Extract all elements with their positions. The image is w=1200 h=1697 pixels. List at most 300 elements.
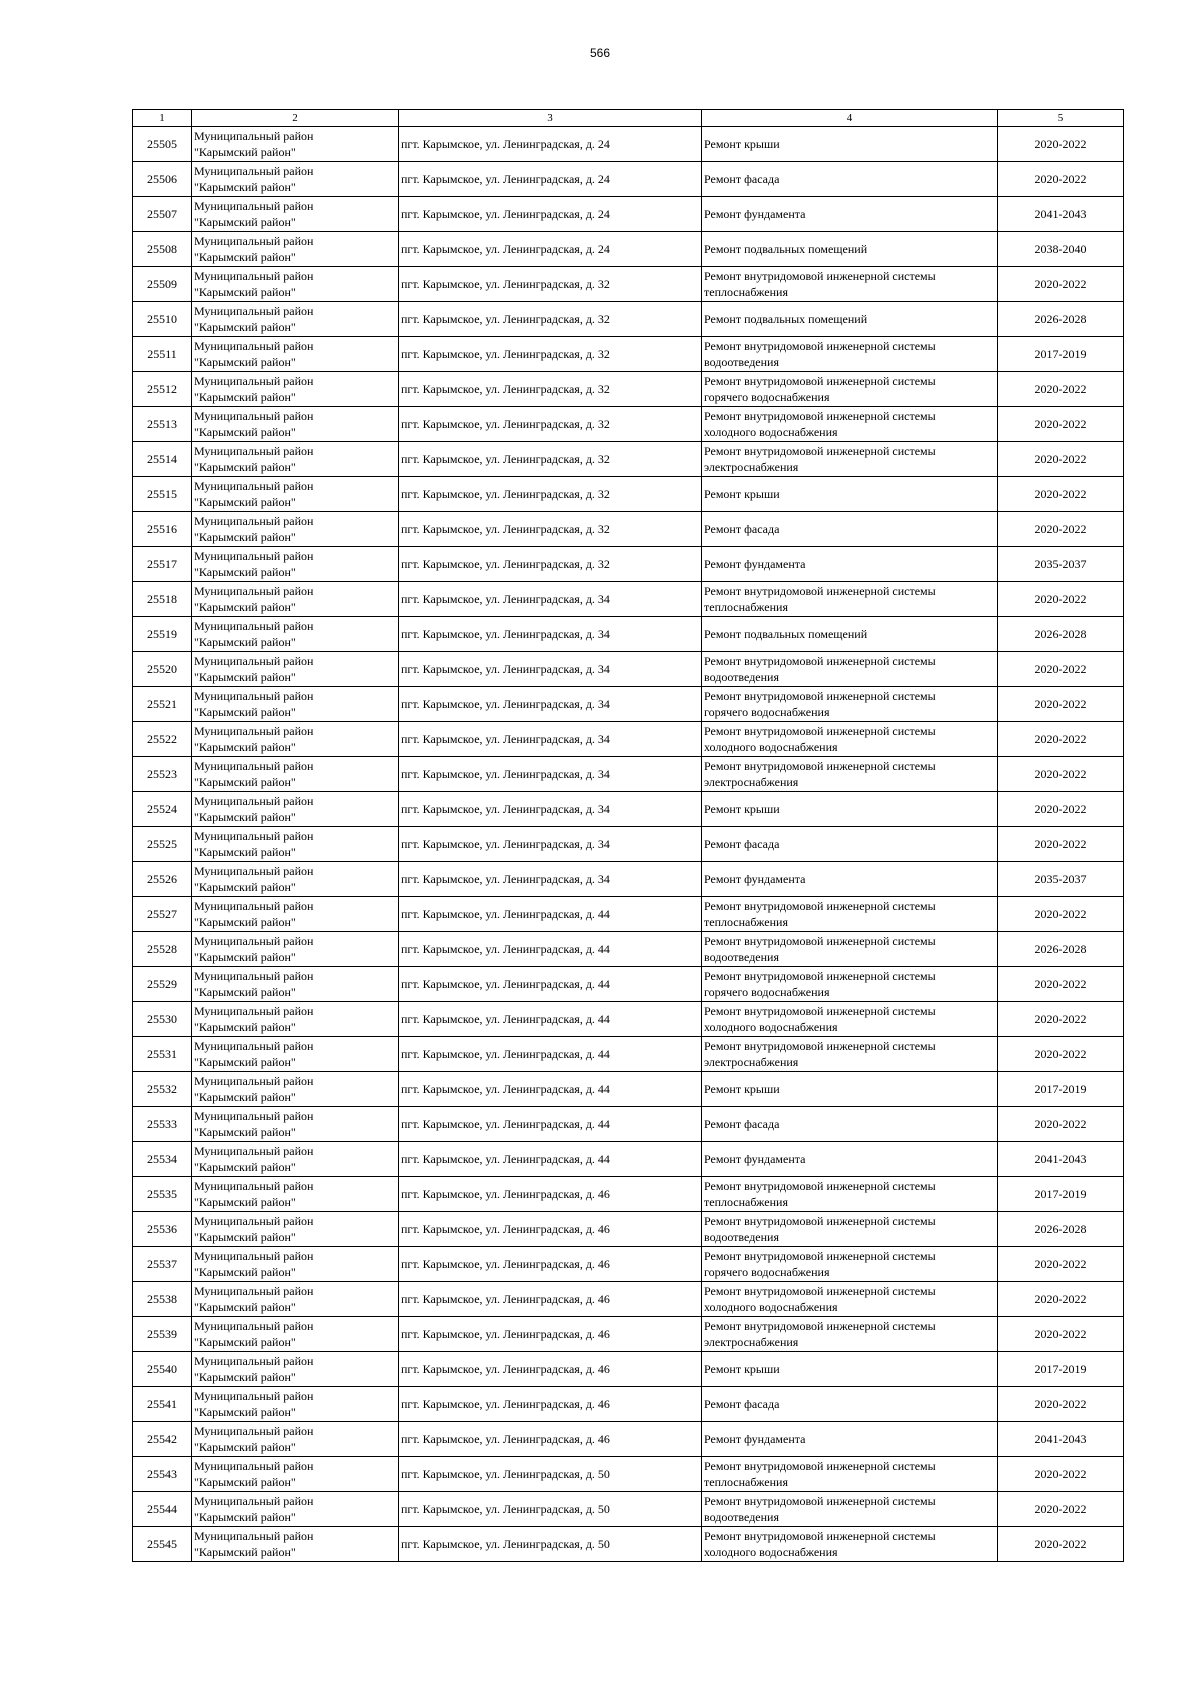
row-number-cell xyxy=(133,687,192,722)
row-number-text: 25516 xyxy=(147,522,177,536)
table-row xyxy=(133,1492,1124,1527)
table-row xyxy=(133,197,1124,232)
municipality-cell xyxy=(192,372,399,407)
row-number-cell xyxy=(133,512,192,547)
address-cell xyxy=(399,1072,702,1107)
row-number-text: 25523 xyxy=(147,767,177,781)
municipality-cell xyxy=(192,407,399,442)
period-cell xyxy=(998,1177,1124,1212)
municipality-text: Муниципальный район "Карымский район" xyxy=(194,1529,314,1559)
period-text: 2026-2028 xyxy=(1034,312,1087,326)
address-text: пгт. Карымское, ул. Ленинградская, д. 24 xyxy=(401,207,610,221)
address-text: пгт. Карымское, ул. Ленинградская, д. 32 xyxy=(401,452,610,466)
period-cell xyxy=(998,1107,1124,1142)
municipality-text: Муниципальный район "Карымский район" xyxy=(194,934,314,964)
work-type-cell xyxy=(702,477,998,512)
row-number-text: 25515 xyxy=(147,487,177,501)
work-type-text: Ремонт крыши xyxy=(704,1082,780,1096)
period-cell xyxy=(998,442,1124,477)
table-row xyxy=(133,302,1124,337)
municipality-cell xyxy=(192,582,399,617)
period-text: 2020-2022 xyxy=(1034,1257,1087,1271)
row-number-cell xyxy=(133,1002,192,1037)
municipality-text: Муниципальный район "Карымский район" xyxy=(194,129,314,159)
table-row xyxy=(133,162,1124,197)
municipality-text: Муниципальный район "Карымский район" xyxy=(194,1459,314,1489)
address-cell xyxy=(399,1317,702,1352)
period-text: 2020-2022 xyxy=(1034,1502,1087,1516)
address-cell xyxy=(399,302,702,337)
row-number-cell xyxy=(133,302,192,337)
municipality-text: Муниципальный район "Карымский район" xyxy=(194,479,314,509)
table-row xyxy=(133,722,1124,757)
address-text: пгт. Карымское, ул. Ленинградская, д. 46 xyxy=(401,1292,610,1306)
work-type-text: Ремонт внутридомовой инженерной системы водоотведения xyxy=(704,1214,936,1244)
municipality-text: Муниципальный район "Карымский район" xyxy=(194,724,314,754)
period-text: 2020-2022 xyxy=(1034,1467,1087,1481)
row-number-cell xyxy=(133,267,192,302)
period-text: 2020-2022 xyxy=(1034,487,1087,501)
work-type-cell xyxy=(702,897,998,932)
period-cell xyxy=(998,512,1124,547)
municipality-cell xyxy=(192,267,399,302)
row-number-text: 25530 xyxy=(147,1012,177,1026)
table-row xyxy=(133,897,1124,932)
work-type-text: Ремонт внутридомовой инженерной системы электроснабжения xyxy=(704,759,936,789)
municipality-text: Муниципальный район "Карымский район" xyxy=(194,444,314,474)
table-row xyxy=(133,512,1124,547)
address-text: пгт. Карымское, ул. Ленинградская, д. 46 xyxy=(401,1362,610,1376)
work-type-cell xyxy=(702,162,998,197)
table-row xyxy=(133,1072,1124,1107)
row-number-cell xyxy=(133,477,192,512)
address-cell xyxy=(399,827,702,862)
period-text: 2020-2022 xyxy=(1034,452,1087,466)
work-type-cell xyxy=(702,1282,998,1317)
work-type-text: Ремонт внутридомовой инженерной системы электроснабжения xyxy=(704,1039,936,1069)
work-type-cell xyxy=(702,127,998,162)
address-cell xyxy=(399,582,702,617)
work-type-cell xyxy=(702,1037,998,1072)
table-row xyxy=(133,1352,1124,1387)
period-cell xyxy=(998,162,1124,197)
period-cell xyxy=(998,932,1124,967)
row-number-text: 25507 xyxy=(147,207,177,221)
work-type-text: Ремонт внутридомовой инженерной системы горячего водоснабжения xyxy=(704,689,936,719)
municipality-cell xyxy=(192,652,399,687)
address-cell xyxy=(399,337,702,372)
municipality-text: Муниципальный район "Карымский район" xyxy=(194,1284,314,1314)
period-text: 2020-2022 xyxy=(1034,592,1087,606)
address-text: пгт. Карымское, ул. Ленинградская, д. 34 xyxy=(401,802,610,816)
municipality-cell xyxy=(192,127,399,162)
header-cell-col2: 2 xyxy=(192,110,399,127)
address-text: пгт. Карымское, ул. Ленинградская, д. 32 xyxy=(401,487,610,501)
row-number-cell xyxy=(133,232,192,267)
period-text: 2020-2022 xyxy=(1034,1327,1087,1341)
address-text: пгт. Карымское, ул. Ленинградская, д. 44 xyxy=(401,942,610,956)
address-cell xyxy=(399,652,702,687)
work-type-text: Ремонт внутридомовой инженерной системы холодного водоснабжения xyxy=(704,1004,936,1034)
address-text: пгт. Карымское, ул. Ленинградская, д. 34 xyxy=(401,627,610,641)
header-cell-col5: 5 xyxy=(998,110,1124,127)
row-number-cell xyxy=(133,1422,192,1457)
municipality-cell xyxy=(192,1352,399,1387)
period-text: 2035-2037 xyxy=(1034,872,1087,886)
work-type-cell xyxy=(702,582,998,617)
row-number-cell xyxy=(133,407,192,442)
row-number-text: 25532 xyxy=(147,1082,177,1096)
municipality-text: Муниципальный район "Карымский район" xyxy=(194,164,314,194)
row-number-text: 25544 xyxy=(147,1502,177,1516)
address-text: пгт. Карымское, ул. Ленинградская, д. 24 xyxy=(401,137,610,151)
municipality-cell xyxy=(192,967,399,1002)
work-type-cell xyxy=(702,1177,998,1212)
address-cell xyxy=(399,862,702,897)
address-cell xyxy=(399,792,702,827)
period-text: 2017-2019 xyxy=(1034,347,1087,361)
address-cell xyxy=(399,162,702,197)
work-type-cell xyxy=(702,197,998,232)
work-type-text: Ремонт фундамента xyxy=(704,1432,806,1446)
period-text: 2038-2040 xyxy=(1034,242,1087,256)
work-type-cell xyxy=(702,1317,998,1352)
period-cell xyxy=(998,722,1124,757)
municipality-text: Муниципальный район "Карымский район" xyxy=(194,1424,314,1454)
row-number-cell xyxy=(133,1072,192,1107)
municipality-cell xyxy=(192,1317,399,1352)
row-number-cell xyxy=(133,722,192,757)
address-text: пгт. Карымское, ул. Ленинградская, д. 44 xyxy=(401,1117,610,1131)
work-type-text: Ремонт фасада xyxy=(704,1117,780,1131)
work-type-cell xyxy=(702,1352,998,1387)
period-text: 2020-2022 xyxy=(1034,382,1087,396)
row-number-text: 25524 xyxy=(147,802,177,816)
period-cell xyxy=(998,1002,1124,1037)
address-text: пгт. Карымское, ул. Ленинградская, д. 46 xyxy=(401,1222,610,1236)
work-type-cell xyxy=(702,512,998,547)
municipality-cell xyxy=(192,442,399,477)
period-cell xyxy=(998,372,1124,407)
period-cell xyxy=(998,267,1124,302)
municipality-cell xyxy=(192,722,399,757)
address-cell xyxy=(399,1527,702,1562)
municipality-cell xyxy=(192,1142,399,1177)
municipality-text: Муниципальный район "Карымский район" xyxy=(194,269,314,299)
period-cell xyxy=(998,582,1124,617)
work-type-text: Ремонт фасада xyxy=(704,172,780,186)
period-text: 2020-2022 xyxy=(1034,1292,1087,1306)
municipality-text: Муниципальный район "Карымский район" xyxy=(194,1144,314,1174)
municipality-text: Муниципальный район "Карымский район" xyxy=(194,899,314,929)
work-type-cell xyxy=(702,407,998,442)
work-type-text: Ремонт крыши xyxy=(704,137,780,151)
period-text: 2020-2022 xyxy=(1034,907,1087,921)
row-number-text: 25531 xyxy=(147,1047,177,1061)
municipality-text: Муниципальный район "Карымский район" xyxy=(194,829,314,859)
work-type-text: Ремонт внутридомовой инженерной системы теплоснабжения xyxy=(704,269,936,299)
work-type-text: Ремонт внутридомовой инженерной системы холодного водоснабжения xyxy=(704,409,936,439)
address-text: пгт. Карымское, ул. Ленинградская, д. 32 xyxy=(401,417,610,431)
row-number-text: 25506 xyxy=(147,172,177,186)
address-cell xyxy=(399,1107,702,1142)
address-text: пгт. Карымское, ул. Ленинградская, д. 34 xyxy=(401,872,610,886)
address-text: пгт. Карымское, ул. Ленинградская, д. 32 xyxy=(401,382,610,396)
header-cell-col3: 3 xyxy=(399,110,702,127)
period-cell xyxy=(998,862,1124,897)
work-type-cell xyxy=(702,1107,998,1142)
municipality-cell xyxy=(192,1037,399,1072)
work-type-text: Ремонт подвальных помещений xyxy=(704,312,868,326)
work-type-text: Ремонт внутридомовой инженерной системы теплоснабжения xyxy=(704,1459,936,1489)
table-row xyxy=(133,1527,1124,1562)
table-row xyxy=(133,932,1124,967)
row-number-cell xyxy=(133,932,192,967)
period-cell xyxy=(998,1422,1124,1457)
period-cell xyxy=(998,407,1124,442)
period-cell xyxy=(998,547,1124,582)
row-number-cell xyxy=(133,652,192,687)
repair-schedule-table xyxy=(132,109,1124,1562)
work-type-cell xyxy=(702,792,998,827)
address-text: пгт. Карымское, ул. Ленинградская, д. 32 xyxy=(401,522,610,536)
address-cell xyxy=(399,442,702,477)
municipality-cell xyxy=(192,302,399,337)
table-header-row xyxy=(133,110,1124,127)
table-row xyxy=(133,267,1124,302)
table-body xyxy=(133,110,1124,1562)
table-row xyxy=(133,1177,1124,1212)
address-text: пгт. Карымское, ул. Ленинградская, д. 44 xyxy=(401,1012,610,1026)
table-row xyxy=(133,127,1124,162)
row-number-cell xyxy=(133,757,192,792)
table-row xyxy=(133,582,1124,617)
period-cell xyxy=(998,1387,1124,1422)
address-text: пгт. Карымское, ул. Ленинградская, д. 24 xyxy=(401,242,610,256)
work-type-cell xyxy=(702,827,998,862)
row-number-cell xyxy=(133,1317,192,1352)
row-number-cell xyxy=(133,1107,192,1142)
work-type-text: Ремонт внутридомовой инженерной системы электроснабжения xyxy=(704,1319,936,1349)
period-cell xyxy=(998,757,1124,792)
row-number-text: 25513 xyxy=(147,417,177,431)
municipality-cell xyxy=(192,1527,399,1562)
row-number-text: 25512 xyxy=(147,382,177,396)
address-text: пгт. Карымское, ул. Ленинградская, д. 50 xyxy=(401,1502,610,1516)
period-cell xyxy=(998,897,1124,932)
municipality-cell xyxy=(192,512,399,547)
address-cell xyxy=(399,1177,702,1212)
address-cell xyxy=(399,757,702,792)
period-cell xyxy=(998,302,1124,337)
table-row xyxy=(133,1317,1124,1352)
municipality-cell xyxy=(192,1282,399,1317)
address-cell xyxy=(399,267,702,302)
work-type-cell xyxy=(702,442,998,477)
table-row xyxy=(133,967,1124,1002)
period-cell xyxy=(998,197,1124,232)
row-number-cell xyxy=(133,442,192,477)
work-type-cell xyxy=(702,267,998,302)
period-text: 2041-2043 xyxy=(1034,1432,1087,1446)
municipality-cell xyxy=(192,477,399,512)
work-type-text: Ремонт фундамента xyxy=(704,872,806,886)
municipality-cell xyxy=(192,1177,399,1212)
work-type-cell xyxy=(702,967,998,1002)
period-text: 2020-2022 xyxy=(1034,662,1087,676)
row-number-text: 25537 xyxy=(147,1257,177,1271)
row-number-text: 25509 xyxy=(147,277,177,291)
table-row xyxy=(133,862,1124,897)
page-number: 566 xyxy=(589,46,611,60)
address-cell xyxy=(399,1247,702,1282)
row-number-text: 25533 xyxy=(147,1117,177,1131)
table-row xyxy=(133,617,1124,652)
municipality-text: Муниципальный район "Карымский район" xyxy=(194,1354,314,1384)
work-type-text: Ремонт фундамента xyxy=(704,1152,806,1166)
municipality-cell xyxy=(192,1072,399,1107)
period-cell xyxy=(998,1457,1124,1492)
work-type-text: Ремонт фасада xyxy=(704,837,780,851)
period-text: 2017-2019 xyxy=(1034,1362,1087,1376)
period-cell xyxy=(998,1492,1124,1527)
row-number-cell xyxy=(133,582,192,617)
row-number-text: 25527 xyxy=(147,907,177,921)
table-row xyxy=(133,1002,1124,1037)
period-text: 2017-2019 xyxy=(1034,1082,1087,1096)
municipality-text: Муниципальный район "Карымский район" xyxy=(194,1179,314,1209)
table-row xyxy=(133,372,1124,407)
period-text: 2020-2022 xyxy=(1034,1537,1087,1551)
period-cell xyxy=(998,232,1124,267)
address-cell xyxy=(399,1037,702,1072)
period-text: 2020-2022 xyxy=(1034,977,1087,991)
address-text: пгт. Карымское, ул. Ленинградская, д. 46 xyxy=(401,1397,610,1411)
period-cell xyxy=(998,967,1124,1002)
work-type-text: Ремонт внутридомовой инженерной системы теплоснабжения xyxy=(704,899,936,929)
municipality-cell xyxy=(192,197,399,232)
address-text: пгт. Карымское, ул. Ленинградская, д. 34 xyxy=(401,697,610,711)
municipality-cell xyxy=(192,232,399,267)
row-number-cell xyxy=(133,827,192,862)
period-cell xyxy=(998,1352,1124,1387)
work-type-text: Ремонт внутридомовой инженерной системы холодного водоснабжения xyxy=(704,1284,936,1314)
header-cell-col4: 4 xyxy=(702,110,998,127)
row-number-cell xyxy=(133,1247,192,1282)
table-row xyxy=(133,442,1124,477)
address-cell xyxy=(399,1492,702,1527)
address-cell xyxy=(399,1282,702,1317)
work-type-cell xyxy=(702,337,998,372)
work-type-text: Ремонт внутридомовой инженерной системы водоотведения xyxy=(704,654,936,684)
period-cell xyxy=(998,1072,1124,1107)
address-cell xyxy=(399,512,702,547)
municipality-text: Муниципальный район "Карымский район" xyxy=(194,654,314,684)
table-row xyxy=(133,652,1124,687)
row-number-text: 25505 xyxy=(147,137,177,151)
municipality-cell xyxy=(192,1422,399,1457)
row-number-text: 25535 xyxy=(147,1187,177,1201)
municipality-text: Муниципальный район "Карымский район" xyxy=(194,1249,314,1279)
table-row xyxy=(133,547,1124,582)
table-row xyxy=(133,687,1124,722)
municipality-text: Муниципальный район "Карымский район" xyxy=(194,1039,314,1069)
work-type-text: Ремонт фундамента xyxy=(704,207,806,221)
table-row xyxy=(133,1422,1124,1457)
row-number-text: 25525 xyxy=(147,837,177,851)
work-type-text: Ремонт внутридомовой инженерной системы теплоснабжения xyxy=(704,1179,936,1209)
row-number-cell xyxy=(133,1212,192,1247)
work-type-cell xyxy=(702,1142,998,1177)
period-cell xyxy=(998,617,1124,652)
municipality-text: Муниципальный район "Карымский район" xyxy=(194,1494,314,1524)
row-number-text: 25528 xyxy=(147,942,177,956)
row-number-cell xyxy=(133,127,192,162)
period-cell xyxy=(998,1037,1124,1072)
row-number-text: 25536 xyxy=(147,1222,177,1236)
row-number-cell xyxy=(133,197,192,232)
period-text: 2041-2043 xyxy=(1034,1152,1087,1166)
row-number-text: 25542 xyxy=(147,1432,177,1446)
address-cell xyxy=(399,477,702,512)
period-text: 2020-2022 xyxy=(1034,767,1087,781)
address-cell xyxy=(399,617,702,652)
work-type-text: Ремонт внутридомовой инженерной системы электроснабжения xyxy=(704,444,936,474)
address-text: пгт. Карымское, ул. Ленинградская, д. 46 xyxy=(401,1187,610,1201)
table-row xyxy=(133,792,1124,827)
table-row xyxy=(133,1142,1124,1177)
table-row xyxy=(133,477,1124,512)
period-text: 2035-2037 xyxy=(1034,557,1087,571)
address-text: пгт. Карымское, ул. Ленинградская, д. 34 xyxy=(401,732,610,746)
address-text: пгт. Карымское, ул. Ленинградская, д. 50 xyxy=(401,1467,610,1481)
municipality-cell xyxy=(192,337,399,372)
work-type-text: Ремонт внутридомовой инженерной системы горячего водоснабжения xyxy=(704,1249,936,1279)
work-type-cell xyxy=(702,232,998,267)
row-number-cell xyxy=(133,1037,192,1072)
municipality-text: Муниципальный район "Карымский район" xyxy=(194,759,314,789)
municipality-text: Муниципальный район "Карымский район" xyxy=(194,1109,314,1139)
row-number-cell xyxy=(133,547,192,582)
work-type-cell xyxy=(702,1387,998,1422)
period-cell xyxy=(998,337,1124,372)
table-row xyxy=(133,827,1124,862)
work-type-text: Ремонт крыши xyxy=(704,1362,780,1376)
address-cell xyxy=(399,897,702,932)
address-text: пгт. Карымское, ул. Ленинградская, д. 44 xyxy=(401,1047,610,1061)
work-type-cell xyxy=(702,547,998,582)
work-type-cell xyxy=(702,372,998,407)
row-number-text: 25526 xyxy=(147,872,177,886)
address-text: пгт. Карымское, ул. Ленинградская, д. 50 xyxy=(401,1537,610,1551)
row-number-text: 25539 xyxy=(147,1327,177,1341)
municipality-cell xyxy=(192,1107,399,1142)
work-type-text: Ремонт внутридомовой инженерной системы горячего водоснабжения xyxy=(704,374,936,404)
work-type-cell xyxy=(702,302,998,337)
table-row xyxy=(133,757,1124,792)
period-cell xyxy=(998,1527,1124,1562)
row-number-cell xyxy=(133,1457,192,1492)
period-text: 2020-2022 xyxy=(1034,732,1087,746)
municipality-text: Муниципальный район "Карымский район" xyxy=(194,1319,314,1349)
address-cell xyxy=(399,232,702,267)
work-type-text: Ремонт крыши xyxy=(704,802,780,816)
table-row xyxy=(133,1387,1124,1422)
period-cell xyxy=(998,1317,1124,1352)
address-text: пгт. Карымское, ул. Ленинградская, д. 44 xyxy=(401,907,610,921)
work-type-text: Ремонт внутридомовой инженерной системы водоотведения xyxy=(704,934,936,964)
row-number-text: 25514 xyxy=(147,452,177,466)
